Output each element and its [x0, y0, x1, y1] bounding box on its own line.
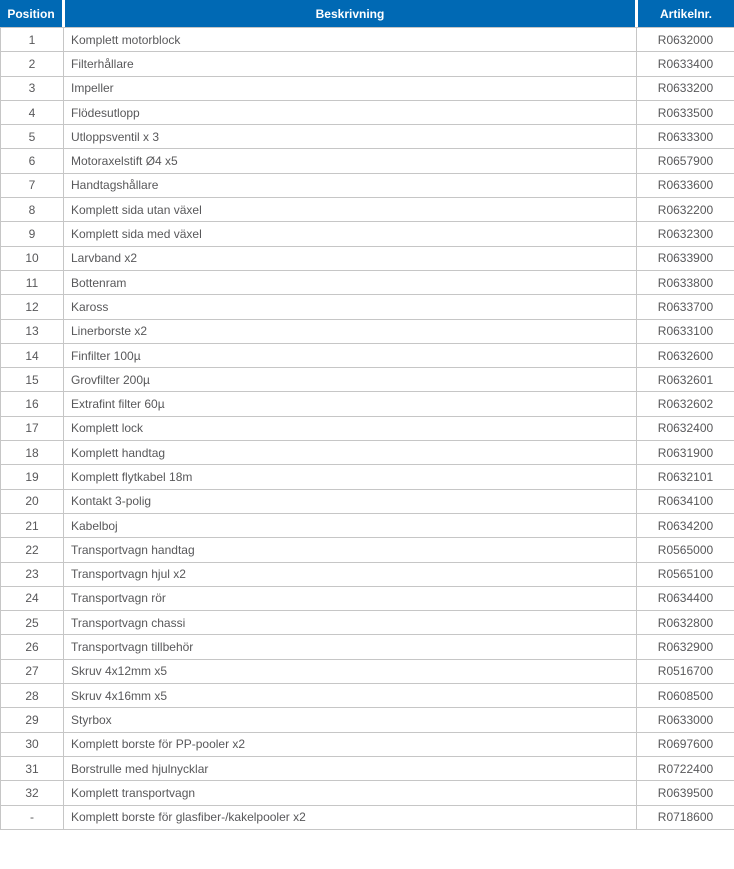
cell-description: Borstrulle med hjulnycklar [64, 756, 637, 780]
cell-description: Transportvagn handtag [64, 538, 637, 562]
cell-article: R0633000 [637, 708, 734, 732]
cell-description: Larvband x2 [64, 246, 637, 270]
table-row [1, 368, 734, 392]
table-row [1, 538, 734, 562]
cell-article: R0633800 [637, 270, 734, 294]
cell-position: 16 [1, 392, 64, 416]
table-row [1, 635, 734, 659]
cell-article: R0516700 [637, 659, 734, 683]
cell-position: 25 [1, 611, 64, 635]
table-row [1, 732, 734, 756]
table-row [1, 100, 734, 124]
cell-position: 13 [1, 319, 64, 343]
cell-description: Bottenram [64, 270, 637, 294]
table-row [1, 659, 734, 683]
cell-article: R0718600 [637, 805, 734, 829]
cell-position: 22 [1, 538, 64, 562]
table-row [1, 343, 734, 367]
table-row [1, 270, 734, 294]
cell-article: R0633500 [637, 100, 734, 124]
cell-article: R0565000 [637, 538, 734, 562]
table-row [1, 489, 734, 513]
table-row [1, 562, 734, 586]
cell-description: Linerborste x2 [64, 319, 637, 343]
cell-position: 28 [1, 684, 64, 708]
cell-article: R0632400 [637, 416, 734, 440]
table-row [1, 52, 734, 76]
cell-description: Komplett flytkabel 18m [64, 465, 637, 489]
cell-position: 30 [1, 732, 64, 756]
cell-article: R0634200 [637, 513, 734, 537]
parts-table [0, 27, 734, 830]
cell-position: 11 [1, 270, 64, 294]
cell-description: Komplett motorblock [64, 28, 637, 52]
cell-description: Grovfilter 200µ [64, 368, 637, 392]
table-row [1, 125, 734, 149]
cell-description: Skruv 4x12mm x5 [64, 659, 637, 683]
cell-description: Kabelboj [64, 513, 637, 537]
table-row [1, 684, 734, 708]
cell-article: R0639500 [637, 781, 734, 805]
column-header-articleno: Artikelnr. [638, 0, 734, 27]
cell-position: 4 [1, 100, 64, 124]
cell-position: 10 [1, 246, 64, 270]
cell-position: 17 [1, 416, 64, 440]
cell-article: R0634100 [637, 489, 734, 513]
cell-position: 31 [1, 756, 64, 780]
cell-position: 26 [1, 635, 64, 659]
cell-article: R0697600 [637, 732, 734, 756]
table-row [1, 465, 734, 489]
cell-position: 12 [1, 295, 64, 319]
cell-description: Styrbox [64, 708, 637, 732]
table-row [1, 392, 734, 416]
table-row [1, 76, 734, 100]
cell-description: Transportvagn tillbehör [64, 635, 637, 659]
cell-article: R0632000 [637, 28, 734, 52]
cell-article: R0633600 [637, 173, 734, 197]
table-row [1, 805, 734, 829]
cell-article: R0632101 [637, 465, 734, 489]
cell-position: 32 [1, 781, 64, 805]
cell-article: R0565100 [637, 562, 734, 586]
cell-position: 6 [1, 149, 64, 173]
column-header-position: Position [0, 0, 62, 27]
cell-position: 21 [1, 513, 64, 537]
table-row [1, 416, 734, 440]
table-row [1, 319, 734, 343]
cell-position: 5 [1, 125, 64, 149]
cell-description: Extrafint filter 60µ [64, 392, 637, 416]
cell-position: 19 [1, 465, 64, 489]
cell-article: R0633700 [637, 295, 734, 319]
cell-article: R0634400 [637, 586, 734, 610]
cell-position: 18 [1, 441, 64, 465]
cell-description: Skruv 4x16mm x5 [64, 684, 637, 708]
cell-description: Kaross [64, 295, 637, 319]
table-row [1, 295, 734, 319]
cell-description: Komplett borste för glasfiber-/kakelpooler x2 [64, 805, 637, 829]
cell-position: 3 [1, 76, 64, 100]
cell-article: R0632200 [637, 198, 734, 222]
cell-position: 7 [1, 173, 64, 197]
table-row [1, 781, 734, 805]
cell-article: R0608500 [637, 684, 734, 708]
cell-position: 27 [1, 659, 64, 683]
cell-article: R0631900 [637, 441, 734, 465]
cell-article: R0657900 [637, 149, 734, 173]
cell-description: Komplett sida utan växel [64, 198, 637, 222]
cell-position: 2 [1, 52, 64, 76]
table-row [1, 149, 734, 173]
cell-description: Transportvagn hjul x2 [64, 562, 637, 586]
cell-position: 15 [1, 368, 64, 392]
cell-article: R0633900 [637, 246, 734, 270]
cell-description: Komplett handtag [64, 441, 637, 465]
table-row [1, 28, 734, 52]
cell-description: Motoraxelstift Ø4 x5 [64, 149, 637, 173]
cell-article: R0632900 [637, 635, 734, 659]
cell-description: Transportvagn rör [64, 586, 637, 610]
cell-article: R0632602 [637, 392, 734, 416]
cell-description: Utloppsventil x 3 [64, 125, 637, 149]
cell-description: Filterhållare [64, 52, 637, 76]
cell-article: R0632601 [637, 368, 734, 392]
table-row [1, 173, 734, 197]
cell-article: R0632800 [637, 611, 734, 635]
table-row [1, 708, 734, 732]
table-row [1, 441, 734, 465]
cell-description: Impeller [64, 76, 637, 100]
cell-article: R0632600 [637, 343, 734, 367]
column-header-description: Beskrivning [65, 0, 635, 27]
cell-description: Flödesutlopp [64, 100, 637, 124]
cell-position: 20 [1, 489, 64, 513]
cell-position: 14 [1, 343, 64, 367]
table-row [1, 198, 734, 222]
cell-position: 9 [1, 222, 64, 246]
table-header-row [0, 0, 734, 27]
cell-article: R0633200 [637, 76, 734, 100]
cell-article: R0722400 [637, 756, 734, 780]
cell-description: Komplett transportvagn [64, 781, 637, 805]
cell-description: Komplett lock [64, 416, 637, 440]
cell-article: R0632300 [637, 222, 734, 246]
cell-description: Kontakt 3-polig [64, 489, 637, 513]
cell-position: - [1, 805, 64, 829]
cell-position: 29 [1, 708, 64, 732]
cell-position: 8 [1, 198, 64, 222]
table-row [1, 611, 734, 635]
cell-description: Finfilter 100µ [64, 343, 637, 367]
cell-position: 23 [1, 562, 64, 586]
table-body [1, 28, 734, 830]
cell-position: 24 [1, 586, 64, 610]
cell-position: 1 [1, 28, 64, 52]
cell-article: R0633300 [637, 125, 734, 149]
table-row [1, 222, 734, 246]
cell-description: Komplett sida med växel [64, 222, 637, 246]
cell-description: Komplett borste för PP-pooler x2 [64, 732, 637, 756]
table-row [1, 246, 734, 270]
table-row [1, 756, 734, 780]
table-row [1, 513, 734, 537]
cell-description: Handtagshållare [64, 173, 637, 197]
cell-article: R0633100 [637, 319, 734, 343]
cell-description: Transportvagn chassi [64, 611, 637, 635]
cell-article: R0633400 [637, 52, 734, 76]
table-row [1, 586, 734, 610]
